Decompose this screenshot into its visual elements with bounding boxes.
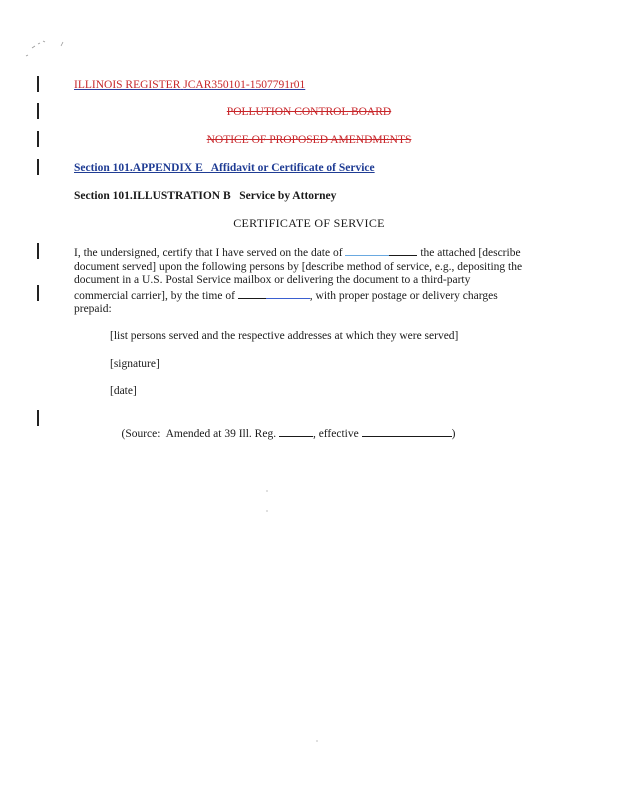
notice-title: NOTICE OF PROPOSED AMENDMENTS [206,134,412,146]
paragraph-line-5: prepaid: [74,303,112,316]
register-line [74,78,305,92]
source-text-c: ) [451,428,456,440]
date-served-blank [345,245,389,256]
change-bar [37,410,39,426]
board-line [0,105,618,119]
p1-line4-a: commercial carrier], by the time of [74,289,235,302]
source-note [110,412,455,455]
effective-date-blank-tail [422,426,452,437]
board-name: POLLUTION CONTROL BOARD [226,106,392,118]
notice-line [0,133,618,147]
scan-speck [266,510,268,512]
scan-artifact-icon [20,34,70,64]
register-name: ILLINOIS REGISTER [74,79,181,91]
change-bar [37,76,39,92]
paragraph-line-1 [74,245,546,261]
paragraph-line-2: document served] upon the following persons by [describe method of service, e.g., depositing the [74,260,523,273]
date-placeholder: [date] [110,385,137,397]
scan-speck [316,740,318,742]
register-code: JCAR350101-1507791r01 [183,79,306,91]
source-text-b: , effective [312,428,359,440]
certificate-title: CERTIFICATE OF SERVICE [233,216,385,230]
list-persons-placeholder: [list persons served and the respective addresses at which they were served] [110,330,459,342]
date-served-blank-tail [389,245,417,256]
certification-paragraph [74,245,546,317]
appendix-heading: Section 101.APPENDIX E Affidavit or Certificate of Service [74,162,375,174]
change-bar [37,159,39,175]
register-page-blank [279,426,313,437]
signature-placeholder: [signature] [110,358,160,370]
scan-speck [266,490,268,492]
change-bar [37,243,39,259]
time-blank-tail [266,288,310,299]
source-text-a: (Source: Amended at 39 Ill. Reg. [121,428,277,440]
time-blank [238,288,266,299]
p1-text-a: I, the undersigned, certify that I have served on the date of [74,247,343,259]
p1-line4-b: , with proper postage or delivery charges [309,289,498,302]
p1-text-b: the attached [describe [420,247,521,259]
illustration-heading: Section 101.ILLUSTRATION B Service by Attorney [74,190,337,202]
paragraph-line-4 [74,288,546,304]
paragraph-line-3: document in a U.S. Postal Service mailbox or delivering the document to a third-party [74,274,471,287]
change-bar [37,285,39,301]
effective-date-blank [362,426,422,437]
